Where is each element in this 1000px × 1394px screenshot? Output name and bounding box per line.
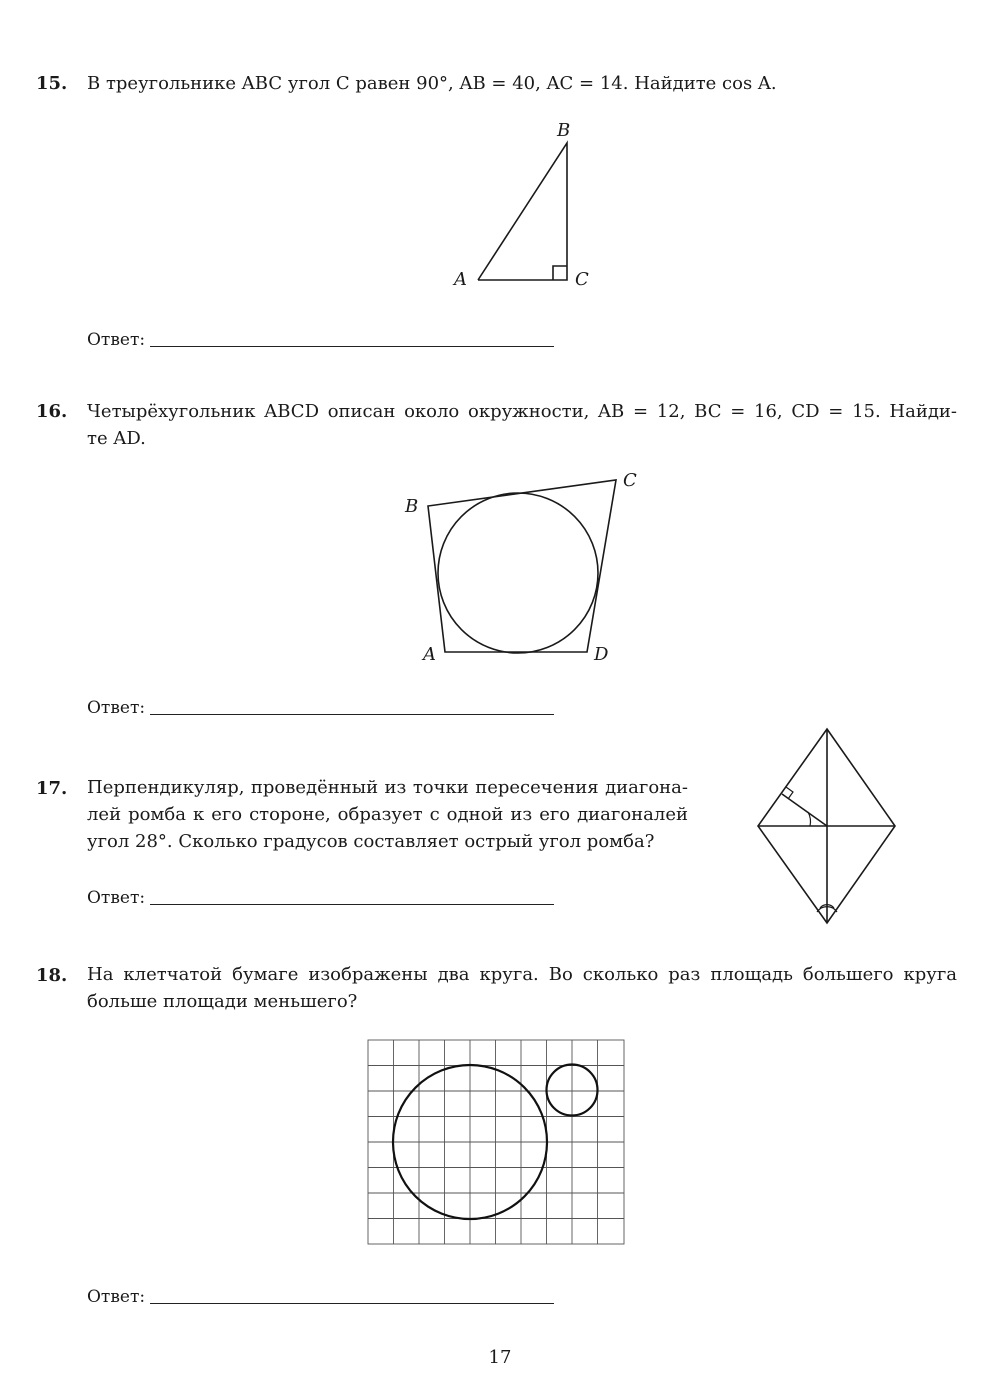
grid-circles-diagram — [368, 1040, 624, 1244]
quadrilateral-diagram — [404, 470, 637, 665]
problem-18-number: 18. — [36, 965, 68, 986]
label-b: B — [405, 496, 419, 517]
label-a: A — [454, 269, 467, 290]
answer-field-15[interactable] — [150, 346, 554, 347]
label-b: B — [557, 120, 571, 141]
problem-15-text: В треугольнике ABC угол C равен 90°, AB = 40, AC = 14. Найдите cos A. — [87, 73, 777, 94]
problem-17-text-line2: лей ромба к его стороне, образует с одной из его диагоналей — [87, 804, 688, 825]
incircle — [438, 493, 598, 653]
right-angle-mark — [553, 266, 567, 280]
problem-16-text-line2: те AD. — [87, 428, 146, 449]
label-a: A — [423, 644, 436, 665]
problem-18-text-line1: На клетчатой бумаге изображены два круга. Во сколько раз площадь большего круга — [87, 964, 957, 985]
label-c: C — [623, 470, 637, 491]
label-c: C — [575, 269, 589, 290]
answer-field-16[interactable] — [150, 714, 554, 715]
problem-16-number: 16. — [36, 401, 68, 422]
problem-16-text-line1: Четырёхугольник ABCD описан около окружности, AB = 12, BC = 16, CD = 15. Найди- — [87, 401, 957, 422]
problem-17-number: 17. — [36, 778, 68, 799]
triangle-abc-diagram — [452, 120, 589, 290]
triangle-abc — [478, 143, 567, 280]
rhombus-diagram — [758, 729, 895, 923]
label-d: D — [594, 644, 609, 665]
page-number: 17 — [488, 1347, 512, 1368]
problem-17-text-line3: угол 28°. Сколько градусов составляет острый угол ромба? — [87, 831, 655, 852]
problem-17-text-line1: Перпендикуляр, проведённый из точки пересечения диагона- — [87, 777, 688, 798]
problem-18-text-line2: больше площади меньшего? — [87, 991, 358, 1012]
problem-15-number: 15. — [36, 73, 68, 94]
quadrilateral-abcd — [428, 480, 616, 652]
answer-label-17: Ответ: — [87, 888, 146, 908]
answer-field-17[interactable] — [150, 904, 554, 905]
answer-label-15: Ответ: — [87, 330, 146, 350]
answer-field-18[interactable] — [150, 1303, 554, 1304]
answer-label-16: Ответ: — [87, 698, 146, 718]
answer-label-18: Ответ: — [87, 1287, 146, 1307]
